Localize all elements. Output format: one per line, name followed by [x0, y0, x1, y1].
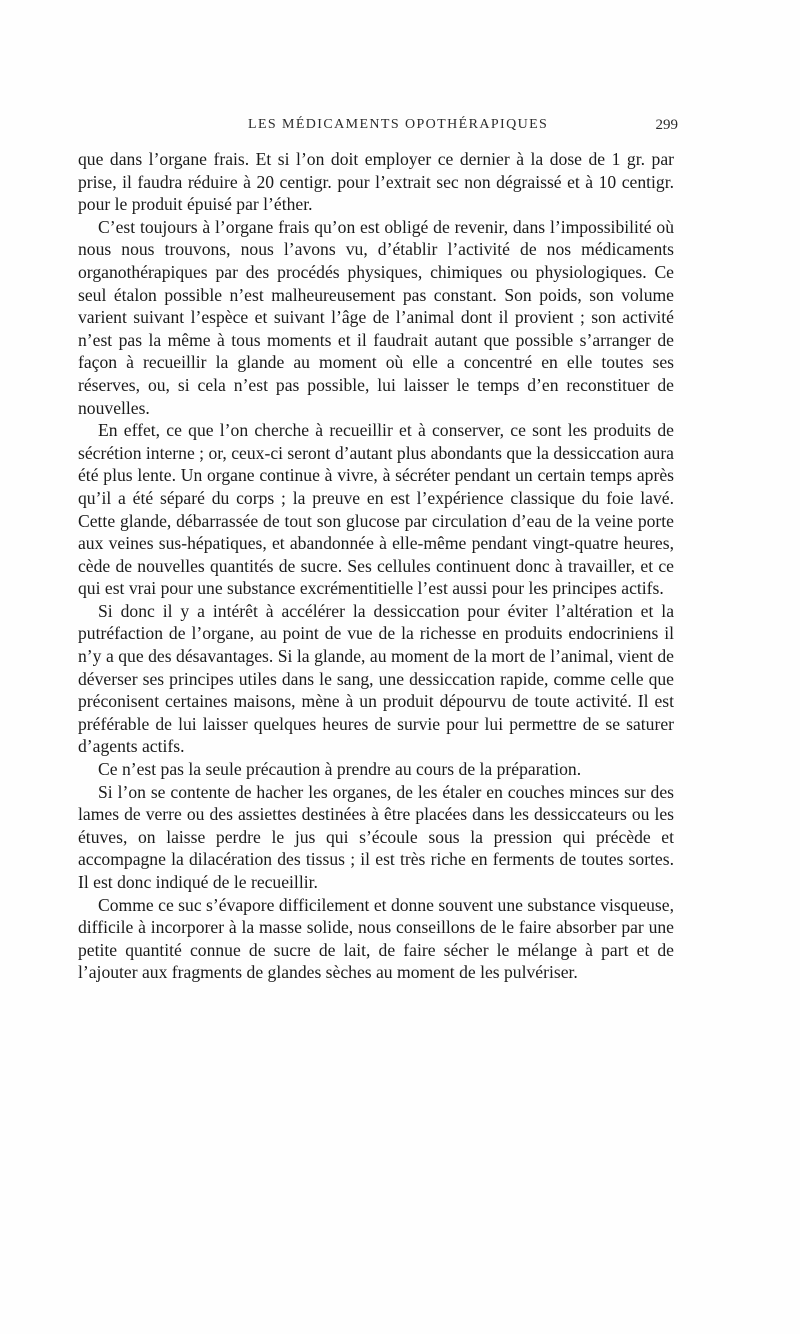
body-text — [78, 148, 674, 984]
paragraph-continuation: que dans l’organe frais. Et si l’on doit employer ce dernier à la dose de 1 gr. par prise, il faudra réduire à 20 centigr. pour l’extrait sec non dégraissé et à 10 centigr. pour le produit épuisé par l’éther. — [78, 149, 674, 215]
running-title: LES MÉDICAMENTS OPOTHÉRAPIQUES — [248, 117, 549, 132]
paragraph-secretion-interne: En effet, ce que l’on cherche à recueillir et à conserver, ce sont les produits de sécrétion interne ; or, ceux-ci seront d’autant plus abondants que la dessiccation aura été plus lente. Un organe continue à vivre, à sécréter pendant un certain temps après qu’il a été séparé du corps ; la preuve en est l’expérience classique du foie lavé. Cette glande, débarrassée de tout son glucose par circulation d’eau de la veine porte aux veines sus-hépatiques, et abandonnée à elle-même pendant vingt-quatre heures, cède de nouvelles quantités de sucre. Ses cellules continuent donc à travailler, et ce qui est vrai pour une substance excrémentitielle l’est aussi pour les principes actifs. — [78, 420, 674, 599]
paragraph-precaution: Ce n’est pas la seule précaution à prendre au cours de la préparation. — [98, 759, 582, 780]
paragraph-organe-frais: C’est toujours à l’organe frais qu’on est obligé de revenir, dans l’impossibilité où nous nous trouvons, nous l’avons vu, d’établir l’activité de nos médicaments organothérapiques par des procédés physiques, chimiques ou physiologiques. Ce seul étalon possible n’est malheureusement pas constant. Son poids, son volume varient suivant l’espèce et suivant l’âge de l’animal dont il provient ; son activité n’est pas la même à tous moments et il faudrait autant que possible s’arranger de façon à recueillir la glande au moment où elle a concentré en elle toutes ses réserves, ou, si cela n’est pas possible, lui laisser le temps d’en reconstituer de nouvelles. — [78, 216, 674, 418]
page-number: 299 — [655, 117, 678, 133]
paragraph-suc-sucre-de-lait: Comme ce suc s’évapore difficilement et donne souvent une substance visqueuse, difficile à incorporer à la masse solide, nous conseillons de le faire absorber par une petite quantité connue de sucre de lait, de faire sécher le mélange à part et de l’ajouter aux fragments de glandes sèches au moment de les pulvériser. — [78, 894, 674, 983]
paragraph-dessiccation: Si donc il y a intérêt à accélérer la dessiccation pour éviter l’altération et la putréfaction de l’organe, au point de vue de la richesse en produits endocriniens il n’y a que des désavantages. Si la glande, au moment de la mort de l’animal, vient de déverser ses principes utiles dans le sang, une dessiccation rapide, comme celle que préconisent certaines maisons, mène à un produit dépourvu de toute activité. Il est préférable de lui laisser quelques heures de survie pour lui permettre de se saturer d’agents actifs. — [78, 600, 674, 757]
paragraph-hacher-organes: Si l’on se contente de hacher les organes, de les étaler en couches minces sur des lames de verre ou des assiettes destinées à être placées dans les dessiccateurs ou les étuves, on laisse perdre le jus qui s’écoule sous la pression qui précède et accompagne la dilacération des tissus ; il est très riche en ferments de toutes sortes. Il est donc indiqué de le recueillir. — [78, 781, 674, 892]
running-head — [78, 117, 678, 139]
